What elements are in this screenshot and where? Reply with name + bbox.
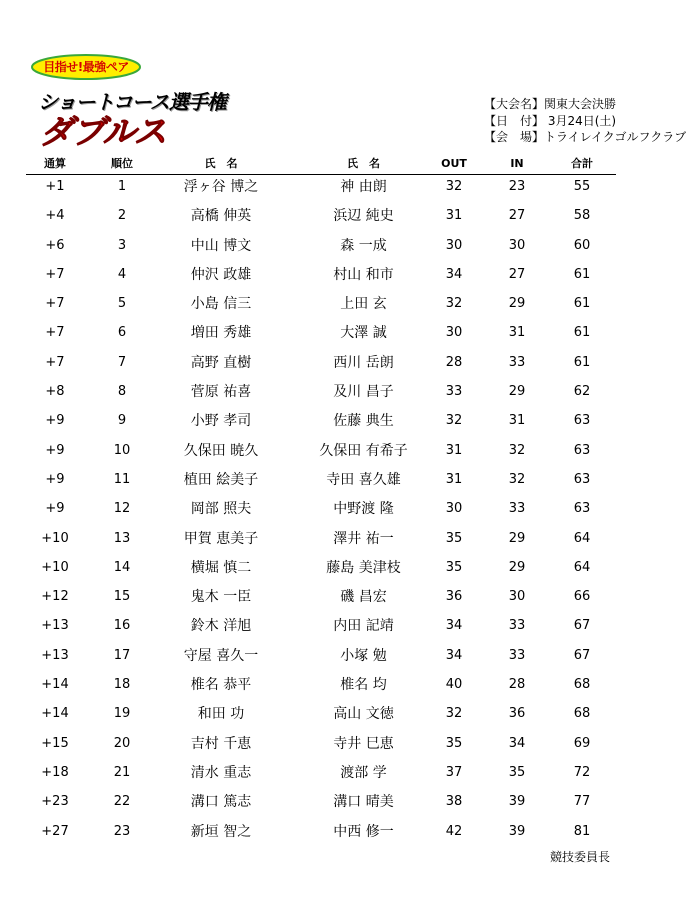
title-sub: ダブルス bbox=[40, 112, 166, 151]
table-header bbox=[26, 156, 616, 175]
table-row bbox=[26, 263, 616, 292]
header-rank: 順位 bbox=[111, 157, 133, 170]
in-score: 30 bbox=[508, 589, 526, 605]
sum-score: 61 bbox=[573, 354, 591, 370]
player2-name: 内田 記靖 bbox=[333, 618, 394, 635]
in-score: 33 bbox=[508, 618, 526, 634]
player2-name: 澤井 祐一 bbox=[333, 530, 394, 547]
in-score: 30 bbox=[508, 237, 526, 253]
total-cell: +13 bbox=[41, 618, 69, 634]
total-cell: +8 bbox=[45, 384, 65, 400]
sum-score: 67 bbox=[573, 618, 591, 634]
sum-score: 81 bbox=[573, 823, 591, 839]
player2-name: 藤島 美津枝 bbox=[326, 559, 401, 576]
header-in: IN bbox=[510, 157, 524, 170]
rank-cell: 3 bbox=[117, 237, 127, 253]
in-score: 33 bbox=[508, 647, 526, 663]
out-score: 33 bbox=[445, 384, 463, 400]
out-score: 28 bbox=[445, 354, 463, 370]
sum-score: 61 bbox=[573, 296, 591, 312]
sum-score: 61 bbox=[573, 325, 591, 341]
total-cell: +7 bbox=[45, 296, 65, 312]
player1-name: 甲賀 恵美子 bbox=[183, 530, 259, 547]
total-cell: +9 bbox=[45, 501, 65, 517]
total-cell: +27 bbox=[41, 823, 69, 839]
out-score: 40 bbox=[445, 677, 463, 693]
in-score: 32 bbox=[508, 471, 526, 487]
table-row bbox=[26, 380, 616, 409]
player1-name: 横堀 慎二 bbox=[190, 559, 252, 576]
out-score: 34 bbox=[445, 266, 463, 282]
sum-score: 60 bbox=[573, 237, 591, 253]
out-score: 32 bbox=[445, 296, 463, 312]
player1-name: 岡部 照夫 bbox=[190, 501, 252, 518]
sum-score: 72 bbox=[573, 764, 591, 780]
out-score: 30 bbox=[445, 325, 463, 341]
table-row bbox=[26, 292, 616, 321]
player2-name: 神 由朗 bbox=[340, 179, 387, 195]
in-score: 29 bbox=[508, 530, 526, 546]
player1-name: 高野 直樹 bbox=[190, 354, 252, 371]
player1-name: 久保田 暁久 bbox=[183, 442, 259, 459]
player1-name: 菅原 祐喜 bbox=[190, 384, 252, 401]
in-score: 34 bbox=[508, 735, 526, 751]
results-table bbox=[26, 175, 616, 849]
rank-cell: 6 bbox=[117, 325, 127, 341]
rank-cell: 15 bbox=[113, 589, 131, 605]
player2-name: 久保田 有希子 bbox=[319, 442, 408, 459]
rank-cell: 23 bbox=[113, 823, 131, 839]
in-score: 29 bbox=[508, 559, 526, 575]
out-score: 32 bbox=[445, 706, 463, 722]
table-row bbox=[26, 614, 616, 643]
player1-name: 高橋 伸英 bbox=[190, 208, 252, 225]
total-cell: +15 bbox=[41, 735, 69, 751]
player2-name: 村山 和市 bbox=[333, 266, 394, 283]
player1-name: 溝口 篤志 bbox=[190, 794, 252, 811]
in-score: 33 bbox=[508, 501, 526, 517]
player1-name: 清水 重志 bbox=[190, 764, 252, 781]
table-row bbox=[26, 351, 616, 380]
player1-name: 新垣 智之 bbox=[190, 823, 252, 840]
player1-name: 植田 絵美子 bbox=[183, 471, 259, 488]
sum-score: 64 bbox=[573, 530, 591, 546]
total-cell: +13 bbox=[41, 647, 69, 663]
out-score: 35 bbox=[445, 530, 463, 546]
rank-cell: 19 bbox=[113, 706, 131, 722]
rank-cell: 11 bbox=[113, 471, 131, 487]
player1-name: 仲沢 政雄 bbox=[190, 266, 252, 283]
rank-cell: 17 bbox=[113, 647, 131, 663]
table-row bbox=[26, 673, 616, 702]
header-name2: 氏 名 bbox=[347, 157, 380, 170]
event-venue: 【会 場】トライレイクゴルフクラブ bbox=[484, 130, 686, 144]
rank-cell: 1 bbox=[117, 179, 127, 194]
total-cell: +6 bbox=[45, 237, 65, 253]
rank-cell: 18 bbox=[113, 677, 131, 693]
out-score: 34 bbox=[445, 647, 463, 663]
player2-name: 佐藤 典生 bbox=[333, 413, 394, 430]
table-row bbox=[26, 321, 616, 350]
total-cell: +10 bbox=[41, 559, 69, 575]
player2-name: 寺田 喜久雄 bbox=[326, 471, 401, 488]
rank-cell: 21 bbox=[113, 764, 131, 780]
out-score: 34 bbox=[445, 618, 463, 634]
table-row bbox=[26, 790, 616, 819]
header-name1: 氏 名 bbox=[204, 157, 238, 170]
player2-name: 上田 玄 bbox=[340, 296, 387, 313]
out-score: 36 bbox=[445, 589, 463, 605]
player2-name: 磯 昌宏 bbox=[340, 589, 387, 606]
out-score: 42 bbox=[445, 823, 463, 839]
total-cell: +10 bbox=[41, 530, 69, 546]
table-row bbox=[26, 175, 616, 204]
rank-cell: 10 bbox=[113, 442, 131, 458]
rank-cell: 2 bbox=[117, 208, 127, 224]
out-score: 30 bbox=[445, 237, 463, 253]
player1-name: 浮ヶ谷 博之 bbox=[183, 179, 259, 195]
player2-name: 高山 文徳 bbox=[333, 706, 394, 723]
table-row bbox=[26, 234, 616, 263]
header-sum: 合計 bbox=[571, 157, 593, 170]
total-cell: +4 bbox=[45, 208, 65, 224]
sum-score: 68 bbox=[573, 677, 591, 693]
player2-name: 小塚 勉 bbox=[340, 647, 387, 664]
player2-name: 森 一成 bbox=[340, 237, 387, 254]
out-score: 38 bbox=[445, 794, 463, 810]
sum-score: 68 bbox=[573, 706, 591, 722]
table-row bbox=[26, 204, 616, 233]
sum-score: 66 bbox=[573, 589, 591, 605]
total-cell: +12 bbox=[41, 589, 69, 605]
table-row bbox=[26, 497, 616, 526]
player1-name: 増田 秀雄 bbox=[190, 325, 252, 342]
player2-name: 中西 修一 bbox=[333, 823, 394, 840]
out-score: 31 bbox=[445, 208, 463, 224]
rank-cell: 13 bbox=[113, 530, 131, 546]
sum-score: 61 bbox=[573, 266, 591, 282]
player1-name: 吉村 千恵 bbox=[190, 735, 252, 752]
table-row bbox=[26, 761, 616, 790]
out-score: 32 bbox=[445, 179, 463, 194]
rank-cell: 16 bbox=[113, 618, 131, 634]
table-row bbox=[26, 556, 616, 585]
sum-score: 63 bbox=[573, 442, 591, 458]
sum-score: 63 bbox=[573, 471, 591, 487]
table-row bbox=[26, 820, 616, 849]
table-row bbox=[26, 527, 616, 556]
player2-name: 浜辺 純史 bbox=[333, 208, 394, 225]
sum-score: 55 bbox=[573, 179, 591, 194]
in-score: 32 bbox=[508, 442, 526, 458]
rank-cell: 22 bbox=[113, 794, 131, 810]
player2-name: 椎名 均 bbox=[340, 677, 387, 694]
rank-cell: 14 bbox=[113, 559, 131, 575]
player2-name: 西川 岳朗 bbox=[333, 354, 394, 371]
sum-score: 63 bbox=[573, 413, 591, 429]
rank-cell: 4 bbox=[117, 266, 127, 282]
total-cell: +14 bbox=[41, 677, 69, 693]
badge-text: 目指せ!最強ペア bbox=[43, 60, 129, 74]
table-row bbox=[26, 702, 616, 731]
table-row bbox=[26, 468, 616, 497]
total-cell: +14 bbox=[41, 706, 69, 722]
in-score: 35 bbox=[508, 764, 526, 780]
rank-cell: 12 bbox=[113, 501, 131, 517]
rank-cell: 20 bbox=[113, 735, 131, 751]
out-score: 31 bbox=[445, 471, 463, 487]
header-total: 通算 bbox=[44, 157, 66, 170]
total-cell: +7 bbox=[45, 325, 65, 341]
player1-name: 中山 博文 bbox=[190, 237, 252, 254]
player2-name: 大澤 誠 bbox=[340, 325, 387, 342]
player1-name: 鬼木 一臣 bbox=[190, 589, 252, 606]
in-score: 27 bbox=[508, 208, 526, 224]
player2-name: 溝口 晴美 bbox=[333, 794, 394, 811]
table-row bbox=[26, 439, 616, 468]
total-cell: +9 bbox=[45, 471, 65, 487]
in-score: 29 bbox=[508, 384, 526, 400]
total-cell: +18 bbox=[41, 764, 69, 780]
title-main: ショートコース選手権 bbox=[38, 90, 226, 114]
event-date: 【日 付】 3月24日(土) bbox=[484, 113, 617, 128]
out-score: 35 bbox=[445, 559, 463, 575]
player2-name: 渡部 学 bbox=[340, 764, 387, 781]
sum-score: 77 bbox=[573, 794, 591, 810]
out-score: 35 bbox=[445, 735, 463, 751]
sum-score: 62 bbox=[573, 384, 591, 400]
rank-cell: 5 bbox=[117, 296, 127, 312]
table-row bbox=[26, 644, 616, 673]
table-row bbox=[26, 732, 616, 761]
in-score: 36 bbox=[508, 706, 526, 722]
in-score: 33 bbox=[508, 354, 526, 370]
total-cell: +1 bbox=[45, 179, 65, 194]
sum-score: 58 bbox=[573, 208, 591, 224]
in-score: 28 bbox=[508, 677, 526, 693]
sum-score: 64 bbox=[573, 559, 591, 575]
table-row bbox=[26, 409, 616, 438]
in-score: 31 bbox=[508, 413, 526, 429]
out-score: 30 bbox=[445, 501, 463, 517]
player1-name: 和田 功 bbox=[197, 706, 245, 723]
table-row bbox=[26, 585, 616, 614]
total-cell: +23 bbox=[41, 794, 69, 810]
player1-name: 鈴木 洋旭 bbox=[190, 618, 252, 635]
sum-score: 67 bbox=[573, 647, 591, 663]
player2-name: 寺井 巳恵 bbox=[333, 735, 394, 752]
sum-score: 69 bbox=[573, 735, 591, 751]
player2-name: 中野渡 隆 bbox=[333, 501, 394, 518]
in-score: 27 bbox=[508, 266, 526, 282]
header-out: OUT bbox=[441, 157, 467, 170]
in-score: 31 bbox=[508, 325, 526, 341]
sum-score: 63 bbox=[573, 501, 591, 517]
total-cell: +9 bbox=[45, 442, 65, 458]
player1-name: 小野 孝司 bbox=[190, 413, 252, 430]
event-badge bbox=[30, 54, 142, 82]
footer-signature: 競技委員長 bbox=[549, 850, 610, 864]
out-score: 31 bbox=[445, 442, 463, 458]
out-score: 37 bbox=[445, 764, 463, 780]
total-cell: +7 bbox=[45, 266, 65, 282]
player1-name: 守屋 喜久一 bbox=[183, 647, 259, 664]
total-cell: +7 bbox=[45, 354, 65, 370]
in-score: 23 bbox=[508, 179, 526, 194]
in-score: 29 bbox=[508, 296, 526, 312]
rank-cell: 7 bbox=[117, 354, 127, 370]
event-name: 【大会名】関東大会決勝 bbox=[484, 97, 617, 111]
total-cell: +9 bbox=[45, 413, 65, 429]
in-score: 39 bbox=[508, 823, 526, 839]
player1-name: 椎名 恭平 bbox=[190, 677, 252, 694]
player2-name: 及川 昌子 bbox=[333, 384, 394, 401]
rank-cell: 8 bbox=[117, 384, 127, 400]
in-score: 39 bbox=[508, 794, 526, 810]
rank-cell: 9 bbox=[117, 413, 127, 429]
event-info bbox=[484, 96, 686, 146]
player1-name: 小島 信三 bbox=[190, 296, 252, 313]
out-score: 32 bbox=[445, 413, 463, 429]
